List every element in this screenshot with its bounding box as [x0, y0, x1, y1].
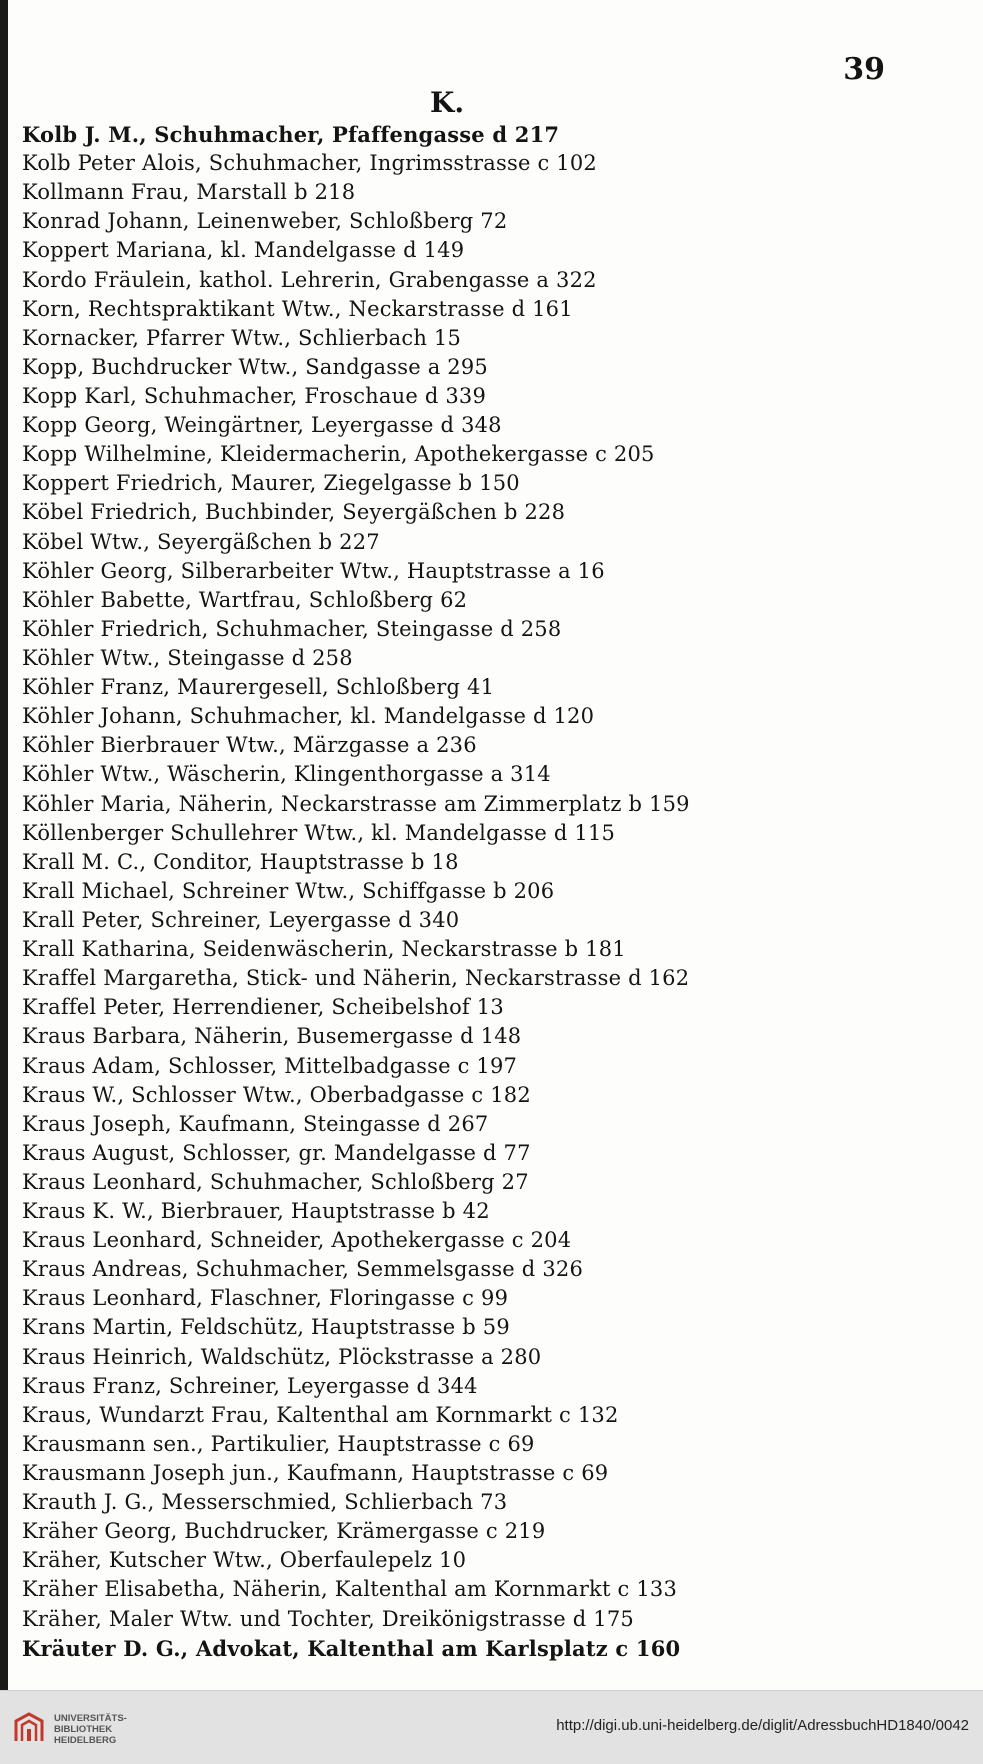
- section-letter: K.: [430, 86, 465, 119]
- directory-entry: Krauth J. G., Messerschmied, Schlierbach 73: [22, 1490, 508, 1515]
- directory-entry: Kordo Fräulein, kathol. Lehrerin, Grabengasse a 322: [22, 267, 597, 292]
- directory-entry: Konrad Johann, Leinenweber, Schloßberg 72: [22, 209, 508, 234]
- directory-entry: Kraus, Wundarzt Frau, Kaltenthal am Kornmarkt c 132: [22, 1402, 619, 1427]
- logo-line: HEIDELBERG: [54, 1735, 117, 1746]
- directory-entry: Köllenberger Schullehrer Wtw., kl. Mandelgasse d 115: [22, 820, 616, 845]
- directory-entry: Kopp Georg, Weingärtner, Leyergasse d 348: [22, 413, 502, 438]
- directory-entry: Kraus Franz, Schreiner, Leyergasse d 344: [22, 1373, 478, 1398]
- directory-entry: Krans Martin, Feldschütz, Hauptstrasse b 59: [22, 1315, 510, 1340]
- directory-entry: Köhler Friedrich, Schuhmacher, Steingasse d 258: [22, 616, 562, 641]
- directory-entry: Kräher Elisabetha, Näherin, Kaltenthal am Kornmarkt c 133: [22, 1577, 678, 1602]
- directory-entry: Kraus Leonhard, Schuhmacher, Schloßberg 27: [22, 1169, 529, 1194]
- directory-entry: Kopp Wilhelmine, Kleidermacherin, Apothekergasse c 205: [22, 442, 655, 467]
- directory-entry: Kraus Leonhard, Flaschner, Floringasse c 99: [22, 1286, 509, 1311]
- directory-entry: Krall Michael, Schreiner Wtw., Schiffgasse b 206: [22, 878, 555, 903]
- directory-entry: Köbel Friedrich, Buchbinder, Seyergäßchen b 228: [22, 500, 566, 525]
- directory-entry: Kollmann Frau, Marstall b 218: [22, 180, 356, 205]
- directory-entry: Kräuter D. G., Advokat, Kaltenthal am Karlsplatz c 160: [22, 1635, 681, 1661]
- directory-entry: Kräher Georg, Buchdrucker, Krämergasse c 219: [22, 1519, 546, 1544]
- source-url-link[interactable]: http://digi.ub.uni-heidelberg.de/diglit/AdressbuchHD1840/0042: [556, 1717, 969, 1734]
- directory-entry: Koppert Mariana, kl. Mandelgasse d 149: [22, 238, 465, 263]
- page-number: 39: [843, 52, 885, 87]
- directory-entry: Kraus August, Schlosser, gr. Mandelgasse d 77: [22, 1140, 531, 1165]
- directory-entry: Kraus K. W., Bierbrauer, Hauptstrasse b 42: [22, 1199, 490, 1224]
- directory-entry: Kraus Adam, Schlosser, Mittelbadgasse c 197: [22, 1053, 518, 1078]
- library-logo-icon: [12, 1711, 46, 1745]
- logo-line: UNIVERSITÄTS-: [54, 1713, 127, 1724]
- directory-entry: Kornacker, Pfarrer Wtw., Schlierbach 15: [22, 325, 462, 350]
- directory-entry: Kraus Andreas, Schuhmacher, Semmelsgasse d 326: [22, 1257, 584, 1282]
- directory-entry: Korn, Rechtspraktikant Wtw., Neckarstrasse d 161: [22, 296, 573, 321]
- directory-entry: Köhler Maria, Näherin, Neckarstrasse am Zimmerplatz b 159: [22, 791, 690, 816]
- footer-bar: [0, 1690, 983, 1764]
- directory-entry: Köhler Wtw., Steingasse d 258: [22, 645, 353, 670]
- directory-entry: Krall Katharina, Seidenwäscherin, Neckarstrasse b 181: [22, 937, 626, 962]
- directory-entry: Köhler Babette, Wartfrau, Schloßberg 62: [22, 587, 468, 612]
- directory-entry: Krall Peter, Schreiner, Leyergasse d 340: [22, 907, 460, 932]
- directory-entry: Kraus Heinrich, Waldschütz, Plöckstrasse a 280: [22, 1344, 542, 1369]
- directory-entry: Kraus W., Schlosser Wtw., Oberbadgasse c 182: [22, 1082, 531, 1107]
- directory-entry: Kräher, Maler Wtw. und Tochter, Dreikönigstrasse d 175: [22, 1606, 634, 1631]
- directory-entry: Krausmann sen., Partikulier, Hauptstrasse c 69: [22, 1431, 535, 1456]
- directory-entry: Kolb J. M., Schuhmacher, Pfaffengasse d 217: [22, 122, 560, 147]
- directory-entry: Kraffel Margaretha, Stick- und Näherin, Neckarstrasse d 162: [22, 966, 690, 991]
- directory-entry: Koppert Friedrich, Maurer, Ziegelgasse b 150: [22, 471, 520, 496]
- directory-entry: Kopp Karl, Schuhmacher, Froschaue d 339: [22, 383, 487, 408]
- directory-entry: Köhler Wtw., Wäscherin, Klingenthorgasse a 314: [22, 762, 551, 787]
- directory-entry: Kräher, Kutscher Wtw., Oberfaulepelz 10: [22, 1548, 467, 1573]
- page-spine-edge: [0, 0, 8, 1690]
- directory-entry: Köhler Johann, Schuhmacher, kl. Mandelgasse d 120: [22, 704, 595, 729]
- directory-entry: Kopp, Buchdrucker Wtw., Sandgasse a 295: [22, 354, 488, 379]
- directory-entry: Kolb Peter Alois, Schuhmacher, Ingrimsstrasse c 102: [22, 151, 597, 176]
- directory-entry: Köhler Franz, Maurergesell, Schloßberg 41: [22, 675, 495, 700]
- logo-line: BIBLIOTHEK: [54, 1724, 113, 1735]
- directory-entries: [22, 120, 962, 1663]
- directory-entry: Krall M. C., Conditor, Hauptstrasse b 18: [22, 849, 459, 874]
- directory-entry: Köhler Georg, Silberarbeiter Wtw., Hauptstrasse a 16: [22, 558, 605, 583]
- directory-entry: Kraus Leonhard, Schneider, Apothekergasse c 204: [22, 1228, 572, 1253]
- directory-entry: Kraus Joseph, Kaufmann, Steingasse d 267: [22, 1111, 489, 1136]
- directory-entry: Kraus Barbara, Näherin, Busemergasse d 148: [22, 1024, 522, 1049]
- directory-entry: Krausmann Joseph jun., Kaufmann, Hauptstrasse c 69: [22, 1461, 609, 1486]
- library-logo-text: [54, 1713, 127, 1746]
- directory-entry: Kraffel Peter, Herrendiener, Scheibelshof 13: [22, 995, 504, 1020]
- directory-entry: Köhler Bierbrauer Wtw., Märzgasse a 236: [22, 733, 477, 758]
- directory-entry: Köbel Wtw., Seyergäßchen b 227: [22, 529, 380, 554]
